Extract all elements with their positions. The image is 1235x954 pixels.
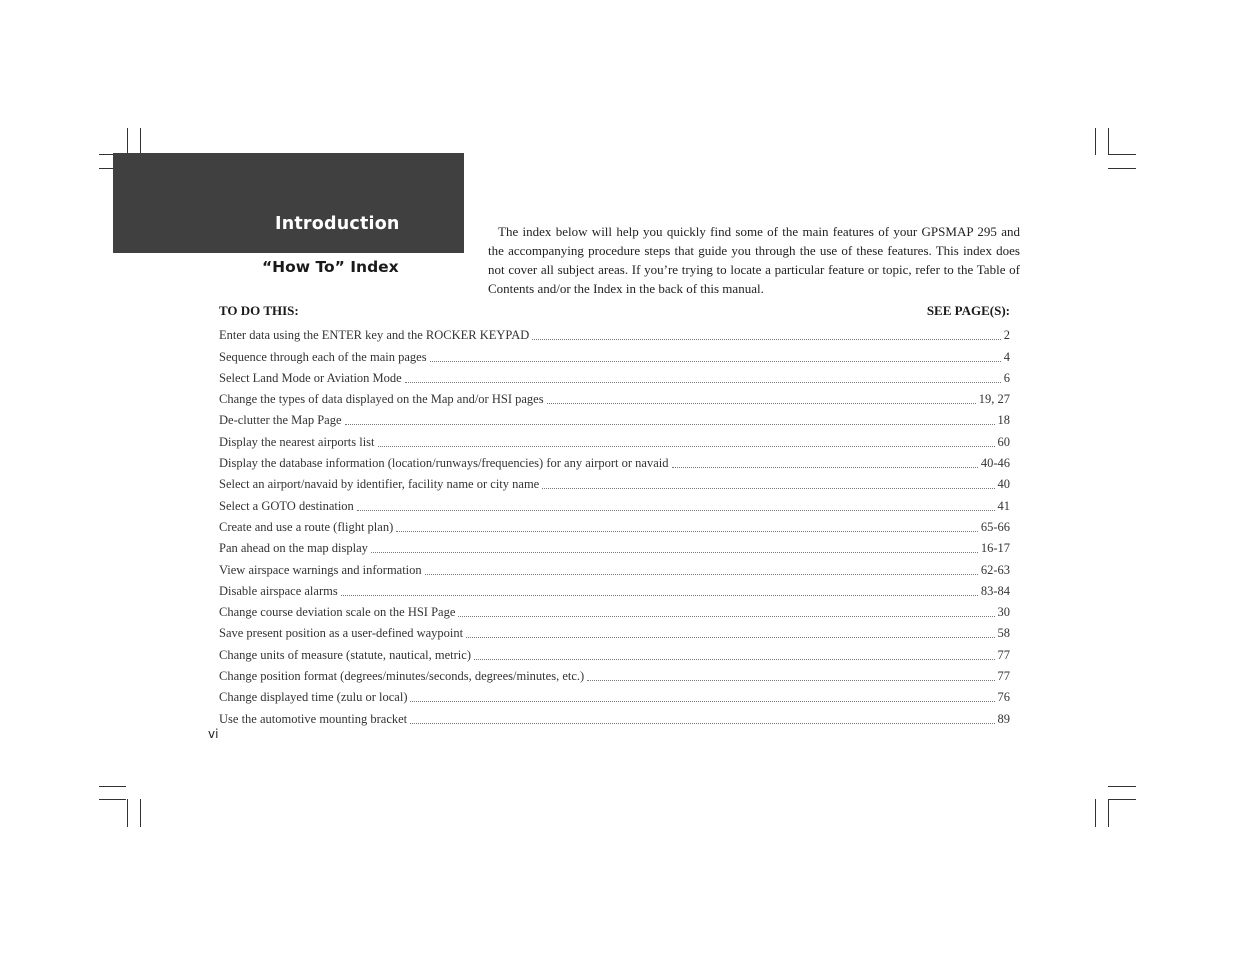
- index-row: [219, 556, 1010, 577]
- index-pages: 62-63: [980, 562, 1010, 577]
- crop-mark: [140, 128, 141, 155]
- index-pages: 6: [1003, 370, 1010, 385]
- dot-leader: [547, 402, 976, 404]
- index-pages: 4: [1003, 349, 1010, 364]
- index-task: De-clutter the Map Page: [219, 413, 342, 428]
- intro-paragraph: The index below will help you quickly find some of the main features of your GPSMAP 295 and the accompanying procedure steps that guide you through the use of these features. This index does not cover all subject areas. If you’re trying to locate a particular feature or topic, refer to the Table of Contents and/or the Index in the back of this manual.: [488, 224, 1020, 296]
- how-to-index-table: [219, 300, 1010, 727]
- index-pages: 19, 27: [978, 392, 1010, 407]
- dot-leader: [345, 423, 995, 425]
- index-pages: 60: [997, 434, 1010, 449]
- index-task: Change the types of data displayed on the Map and/or HSI pages: [219, 392, 544, 407]
- index-row: [219, 599, 1010, 620]
- index-pages: 41: [997, 498, 1010, 513]
- crop-mark: [1108, 799, 1109, 827]
- dot-leader: [532, 338, 1000, 340]
- dot-leader: [396, 530, 978, 532]
- crop-mark: [1095, 128, 1096, 155]
- index-task: Select a GOTO destination: [219, 498, 354, 513]
- index-row: [219, 407, 1010, 428]
- crop-mark: [127, 128, 128, 155]
- index-row: [219, 343, 1010, 364]
- index-row: [219, 514, 1010, 535]
- column-header-pages: SEE PAGE(S):: [926, 303, 1010, 318]
- index-task: Enter data using the ENTER key and the ROCKER KEYPAD: [219, 328, 530, 343]
- index-task: View airspace warnings and information: [219, 562, 422, 577]
- index-task: Change position format (degrees/minutes/seconds, degrees/minutes, etc.): [219, 669, 585, 684]
- section-title: Introduction: [275, 214, 400, 234]
- index-pages: 58: [997, 626, 1010, 641]
- dot-leader: [405, 381, 1001, 383]
- index-row: [219, 535, 1010, 556]
- index-pages: 77: [997, 647, 1010, 662]
- crop-mark: [127, 799, 128, 827]
- index-row: [219, 620, 1010, 641]
- index-rows: [219, 322, 1010, 727]
- index-task: Disable airspace alarms: [219, 583, 338, 598]
- index-task: Display the nearest airports list: [219, 434, 375, 449]
- index-pages: 2: [1003, 328, 1010, 343]
- index-pages: 18: [997, 413, 1010, 428]
- index-row: [219, 492, 1010, 513]
- crop-mark: [1108, 168, 1136, 169]
- section-header-band: [113, 153, 464, 253]
- crop-mark: [99, 799, 126, 800]
- index-row: [219, 322, 1010, 343]
- index-row: [219, 428, 1010, 449]
- dot-leader: [410, 700, 994, 702]
- index-pages: 89: [997, 711, 1010, 726]
- index-row: [219, 365, 1010, 386]
- index-header-row: [219, 300, 1010, 322]
- index-row: [219, 471, 1010, 492]
- index-task: Sequence through each of the main pages: [219, 349, 427, 364]
- index-task: Select Land Mode or Aviation Mode: [219, 370, 402, 385]
- dot-leader: [466, 636, 994, 638]
- index-row: [219, 641, 1010, 662]
- dot-leader: [474, 658, 995, 660]
- index-task: Pan ahead on the map display: [219, 541, 368, 556]
- dot-leader: [410, 722, 994, 724]
- index-task: Change units of measure (statute, nautical, metric): [219, 647, 471, 662]
- index-pages: 16-17: [980, 541, 1010, 556]
- dot-leader: [430, 360, 1001, 362]
- crop-mark: [1108, 154, 1136, 155]
- page-subtitle: “How To” Index: [262, 258, 399, 276]
- index-row: [219, 663, 1010, 684]
- index-task: Select an airport/navaid by identifier, facility name or city name: [219, 477, 540, 492]
- dot-leader: [357, 509, 995, 511]
- index-task: Use the automotive mounting bracket: [219, 711, 408, 726]
- index-task: Change displayed time (zulu or local): [219, 690, 408, 705]
- index-pages: 77: [997, 669, 1010, 684]
- dot-leader: [341, 594, 978, 596]
- index-pages: 40: [997, 477, 1010, 492]
- index-row: [219, 450, 1010, 471]
- crop-mark: [140, 799, 141, 827]
- dot-leader: [542, 487, 994, 489]
- index-pages: 40-46: [980, 456, 1010, 471]
- dot-leader: [371, 551, 978, 553]
- page-number: vi: [208, 727, 219, 741]
- crop-mark: [99, 786, 126, 787]
- column-header-task: TO DO THIS:: [219, 303, 299, 318]
- crop-mark: [1108, 128, 1109, 155]
- dot-leader: [458, 615, 994, 617]
- index-row: [219, 684, 1010, 705]
- index-task: Create and use a route (flight plan): [219, 519, 394, 534]
- dot-leader: [672, 466, 978, 468]
- crop-mark: [1095, 799, 1096, 827]
- index-pages: 30: [997, 605, 1010, 620]
- dot-leader: [378, 445, 995, 447]
- crop-mark: [1108, 799, 1136, 800]
- index-pages: 65-66: [980, 519, 1010, 534]
- dot-leader: [425, 573, 978, 575]
- index-task: Display the database information (location/runways/frequencies) for any airport or navaid: [219, 456, 669, 471]
- index-row: [219, 578, 1010, 599]
- index-pages: 76: [997, 690, 1010, 705]
- crop-mark: [1108, 786, 1136, 787]
- index-pages: 83-84: [980, 583, 1010, 598]
- index-row: [219, 386, 1010, 407]
- index-task: Change course deviation scale on the HSI Page: [219, 605, 456, 620]
- index-row: [219, 705, 1010, 726]
- index-task: Save present position as a user-defined waypoint: [219, 626, 464, 641]
- dot-leader: [587, 679, 994, 681]
